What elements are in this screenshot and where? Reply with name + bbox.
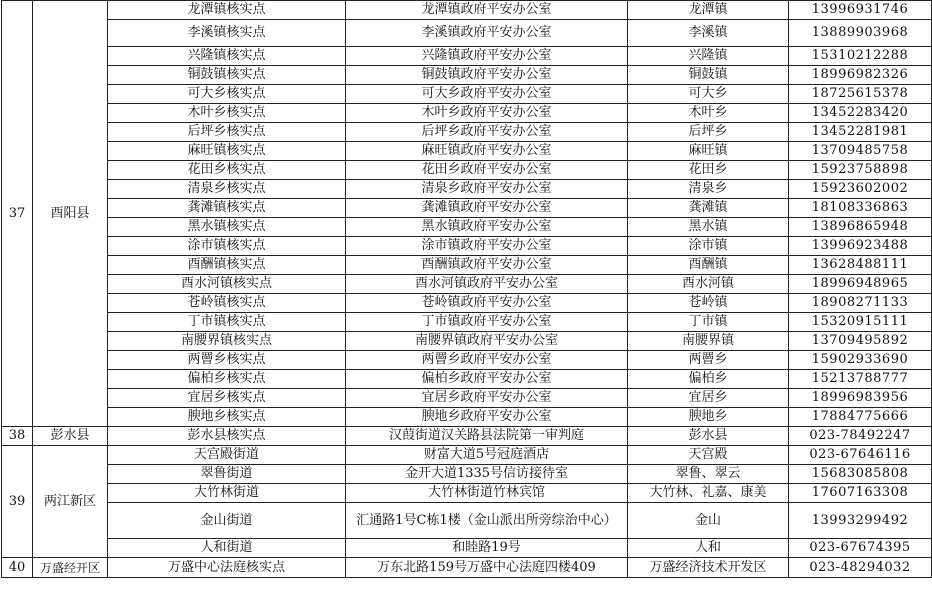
county-name: 酉阳县 [33,1,108,427]
verification-point: 苍岭镇核实点 [108,294,346,313]
verification-point: 花田乡核实点 [108,161,346,180]
row-index: 37 [2,1,33,427]
verification-point: 天宫殿街道 [108,446,346,465]
jurisdiction: 苍岭镇 [628,294,789,313]
row-index: 40 [2,558,33,578]
table-row [2,20,932,47]
county-name: 万盛经开区 [33,558,108,578]
table-row [2,123,932,142]
jurisdiction: 彭水县 [628,427,789,446]
contact-phone: 15923758898 [789,161,932,180]
jurisdiction: 宜居乡 [628,389,789,408]
table-row [2,218,932,237]
jurisdiction: 天宫殿 [628,446,789,465]
jurisdiction: 后坪乡 [628,123,789,142]
office-location: 汉葭街道汉关路县法院第一审判庭 [346,427,628,446]
contact-phone: 15213788777 [789,370,932,389]
verification-point: 龚滩镇核实点 [108,199,346,218]
verification-point: 人和街道 [108,539,346,558]
office-location: 李溪镇政府平安办公室 [346,20,628,47]
office-location: 金开大道1335号信访接待室 [346,465,628,484]
verification-point: 南腰界镇核实点 [108,332,346,351]
table-row [2,558,932,578]
contact-phone: 17884775666 [789,408,932,427]
table-row [2,351,932,370]
row-index: 39 [2,446,33,558]
office-location: 南腰界镇政府平安办公室 [346,332,628,351]
office-location: 腴地乡政府平安办公室 [346,408,628,427]
county-name: 彭水县 [33,427,108,446]
office-location: 龙潭镇政府平安办公室 [346,1,628,20]
verification-point: 大竹林街道 [108,484,346,503]
office-location: 麻旺镇政府平安办公室 [346,142,628,161]
verification-point: 可大乡核实点 [108,85,346,104]
office-location: 花田乡政府平安办公室 [346,161,628,180]
verification-point: 后坪乡核实点 [108,123,346,142]
office-location: 和睦路19号 [346,539,628,558]
contact-phone: 15683085808 [789,465,932,484]
verification-point: 龙潭镇核实点 [108,1,346,20]
row-index: 38 [2,427,33,446]
contact-phone: 13996923488 [789,237,932,256]
contact-phone: 13452281981 [789,123,932,142]
jurisdiction: 酉酬镇 [628,256,789,275]
verification-point: 涂市镇核实点 [108,237,346,256]
contact-phone: 13709485758 [789,142,932,161]
jurisdiction: 翠鲁、翠云 [628,465,789,484]
verification-point: 兴隆镇核实点 [108,47,346,66]
verification-point: 麻旺镇核实点 [108,142,346,161]
jurisdiction: 木叶乡 [628,104,789,123]
table-row [2,503,932,539]
table-body [2,1,932,578]
jurisdiction: 金山 [628,503,789,539]
table-row [2,47,932,66]
jurisdiction: 麻旺镇 [628,142,789,161]
jurisdiction: 大竹林、礼嘉、康美 [628,484,789,503]
contact-phone: 023-48294032 [789,558,932,578]
jurisdiction: 李溪镇 [628,20,789,47]
contact-phone: 023-67674395 [789,539,932,558]
office-location: 酉酬镇政府平安办公室 [346,256,628,275]
jurisdiction: 兴隆镇 [628,47,789,66]
verification-point: 酉水河镇核实点 [108,275,346,294]
contact-phone: 15320915111 [789,313,932,332]
table-row [2,389,932,408]
verification-point: 酉酬镇核实点 [108,256,346,275]
office-location: 财富大道5号冠庭酒店 [346,446,628,465]
county-name: 两江新区 [33,446,108,558]
contact-phone: 13996931746 [789,1,932,20]
contact-phone: 13993299492 [789,503,932,539]
table-row [2,332,932,351]
verification-point: 万盛中心法庭核实点 [108,558,346,578]
jurisdiction: 黑水镇 [628,218,789,237]
jurisdiction: 花田乡 [628,161,789,180]
contact-phone: 18996983956 [789,389,932,408]
table-row [2,446,932,465]
office-location: 万东北路159号万盛中心法庭四楼409 [346,558,628,578]
jurisdiction: 龚滩镇 [628,199,789,218]
office-location: 后坪乡政府平安办公室 [346,123,628,142]
verification-point: 宜居乡核实点 [108,389,346,408]
jurisdiction: 涂市镇 [628,237,789,256]
jurisdiction: 铜鼓镇 [628,66,789,85]
contact-phone: 18725615378 [789,85,932,104]
contact-phone: 17607163308 [789,484,932,503]
table-row [2,313,932,332]
contact-phone: 13709495892 [789,332,932,351]
office-location: 偏柏乡政府平安办公室 [346,370,628,389]
verification-point: 黑水镇核实点 [108,218,346,237]
office-location: 苍岭镇政府平安办公室 [346,294,628,313]
jurisdiction: 南腰界镇 [628,332,789,351]
contact-phone: 13889903968 [789,20,932,47]
contact-phone: 18996948965 [789,275,932,294]
office-location: 汇通路1号C栋1楼（金山派出所旁综治中心） [346,503,628,539]
office-location: 黑水镇政府平安办公室 [346,218,628,237]
table-row [2,294,932,313]
table-row [2,85,932,104]
table-row [2,104,932,123]
office-location: 木叶乡政府平安办公室 [346,104,628,123]
table-row [2,465,932,484]
office-location: 清泉乡政府平安办公室 [346,180,628,199]
office-location: 两罾乡政府平安办公室 [346,351,628,370]
table-row [2,237,932,256]
verification-point: 腴地乡核实点 [108,408,346,427]
contact-phone: 18908271133 [789,294,932,313]
jurisdiction: 可大乡 [628,85,789,104]
table-row [2,484,932,503]
jurisdiction: 人和 [628,539,789,558]
contact-phone: 18996982326 [789,66,932,85]
jurisdiction: 酉水河镇 [628,275,789,294]
table-row [2,161,932,180]
verification-point: 翠鲁街道 [108,465,346,484]
verification-point: 清泉乡核实点 [108,180,346,199]
table-row [2,66,932,85]
contact-phone: 13628488111 [789,256,932,275]
table-row [2,199,932,218]
contact-phone: 13452283420 [789,104,932,123]
table-row [2,370,932,389]
verification-point: 铜鼓镇核实点 [108,66,346,85]
office-location: 宜居乡政府平安办公室 [346,389,628,408]
contact-phone: 13896865948 [789,218,932,237]
table-row [2,275,932,294]
contact-phone: 023-67646116 [789,446,932,465]
verification-points-table [1,0,932,578]
office-location: 可大乡政府平安办公室 [346,85,628,104]
table-row [2,256,932,275]
verification-point: 金山街道 [108,503,346,539]
verification-point: 偏柏乡核实点 [108,370,346,389]
contact-phone: 15923602002 [789,180,932,199]
verification-point: 两罾乡核实点 [108,351,346,370]
office-location: 兴隆镇政府平安办公室 [346,47,628,66]
table-row [2,427,932,446]
table-row [2,180,932,199]
contact-phone: 18108336863 [789,199,932,218]
verification-point: 丁市镇核实点 [108,313,346,332]
table-row [2,142,932,161]
office-location: 大竹林街道竹林宾馆 [346,484,628,503]
table-row [2,539,932,558]
verification-point: 木叶乡核实点 [108,104,346,123]
contact-phone: 15902933690 [789,351,932,370]
table-row [2,1,932,20]
jurisdiction: 清泉乡 [628,180,789,199]
office-location: 龚滩镇政府平安办公室 [346,199,628,218]
office-location: 涂市镇政府平安办公室 [346,237,628,256]
contact-phone: 023-78492247 [789,427,932,446]
jurisdiction: 万盛经济技术开发区 [628,558,789,578]
contact-phone: 15310212288 [789,47,932,66]
jurisdiction: 龙潭镇 [628,1,789,20]
jurisdiction: 两罾乡 [628,351,789,370]
jurisdiction: 腴地乡 [628,408,789,427]
jurisdiction: 偏柏乡 [628,370,789,389]
office-location: 铜鼓镇政府平安办公室 [346,66,628,85]
office-location: 酉水河镇政府平安办公室 [346,275,628,294]
jurisdiction: 丁市镇 [628,313,789,332]
office-location: 丁市镇政府平安办公室 [346,313,628,332]
verification-point: 彭水县核实点 [108,427,346,446]
table-row [2,408,932,427]
verification-point: 李溪镇核实点 [108,20,346,47]
